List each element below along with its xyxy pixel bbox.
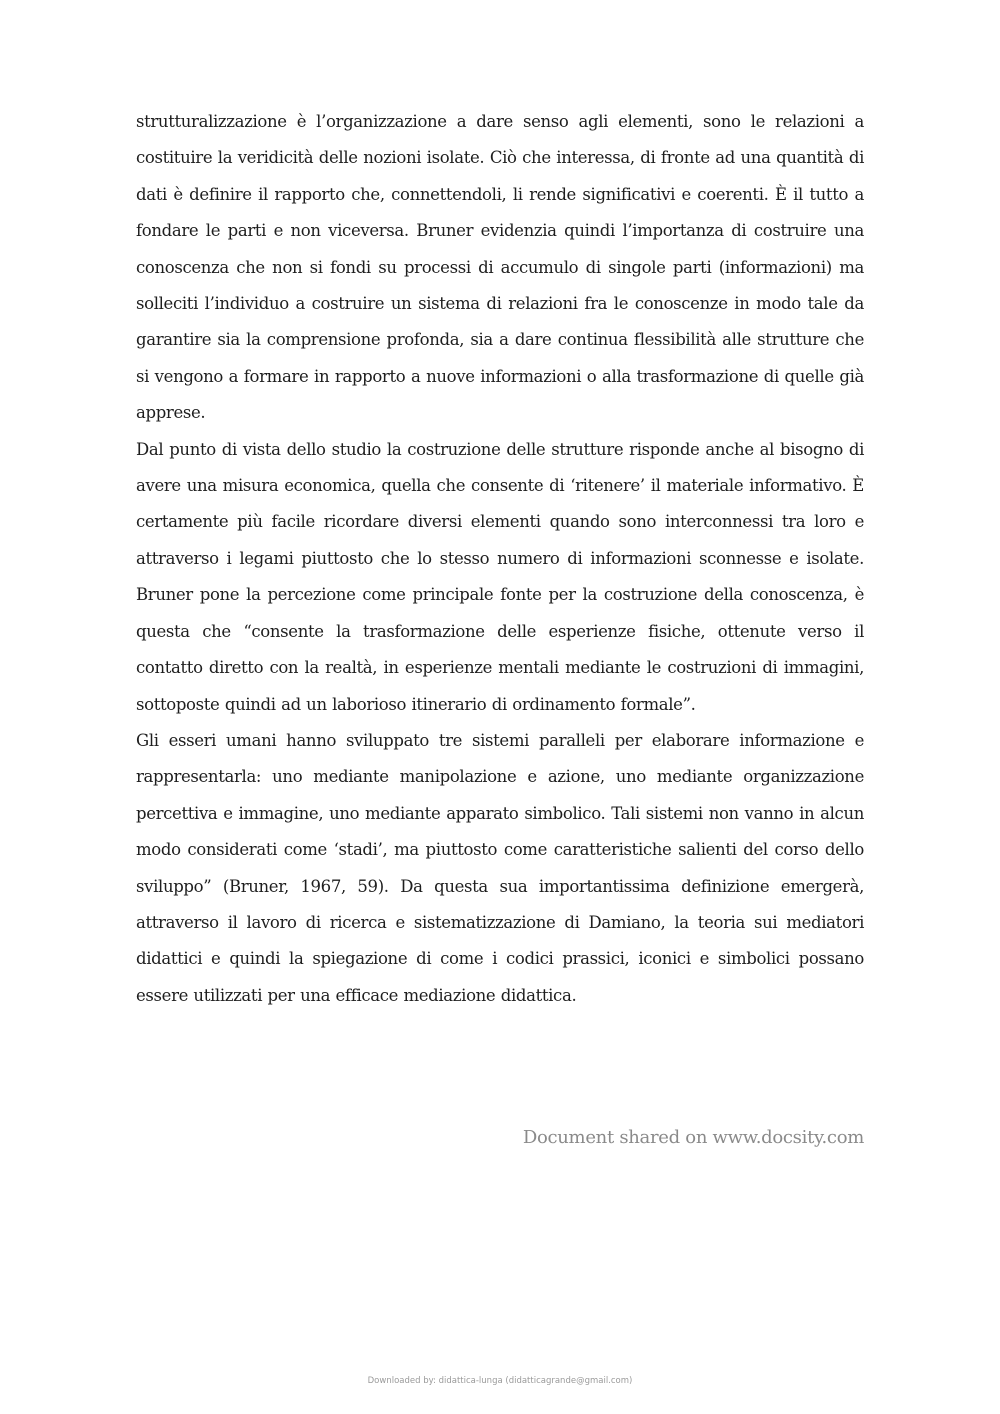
- paragraph-3: Gli esseri umani hanno sviluppato tre sistemi paralleli per elaborare informazione e rappresentarla: uno mediante manipolazione e azione, uno mediante organizzazione percettiva e immagine, uno mediante apparato simbolico. Tali sistemi non vanno in alcun modo considerati come ‘stadi’, ma piuttosto come caratteristiche salienti del corso dello sviluppo” (Bruner, 1967, 59). Da questa sua importantissima definizione emergerà, attraverso il lavoro di ricerca e sistematizzazione di Damiano, la teoria sui mediatori didattici e quindi la spiegazione di come i codici prassici, iconici e simbolici possano essere utilizzati per una efficace mediazione didattica.: [136, 730, 864, 1005]
- paragraph-1: strutturalizzazione è l’organizzazione a dare senso agli elementi, sono le relazioni a costituire la veridicità delle nozioni isolate. Ciò che interessa, di fronte ad una quantità di dati è definire il rapporto che, connettendoli, li rende significativi e coerenti. È il tutto a fondare le parti e non viceversa. Bruner evidenzia quindi l’importanza di costruire una conoscenza che non si fondi su processi di accumulo di singole parti (informazioni) ma solleciti l’individuo a costruire un sistema di relazioni fra le conoscenze in modo tale da garantire sia la comprensione profonda, sia a dare continua flessibilità alle strutture che si vengono a formare in rapporto a nuove informazioni o alla trasformazione di quelle già apprese.: [136, 112, 864, 423]
- body-text: [136, 104, 864, 1014]
- download-watermark: Downloaded by: didattica-lunga (didatticagrande@gmail.com): [367, 1376, 633, 1386]
- docsity-shared-note: Document shared on www.docsity.com: [522, 1127, 864, 1148]
- paragraph-2: Dal punto di vista dello studio la costruzione delle strutture risponde anche al bisogno di avere una misura economica, quella che consente di ‘ritenere’ il materiale informativo. È certamente più facile ricordare diversi elementi quando sono interconnessi tra loro e attraverso i legami piuttosto che lo stesso numero di informazioni sconnesse e isolate. Bruner pone la percezione come principale fonte per la costruzione della conoscenza, è questa che “consente la trasformazione delle esperienze fisiche, ottenute verso il contatto diretto con la realtà, in esperienze mentali mediante le costruzioni di immagini, sottoposte quindi ad un laborioso itinerario di ordinamento formale”.: [136, 439, 864, 714]
